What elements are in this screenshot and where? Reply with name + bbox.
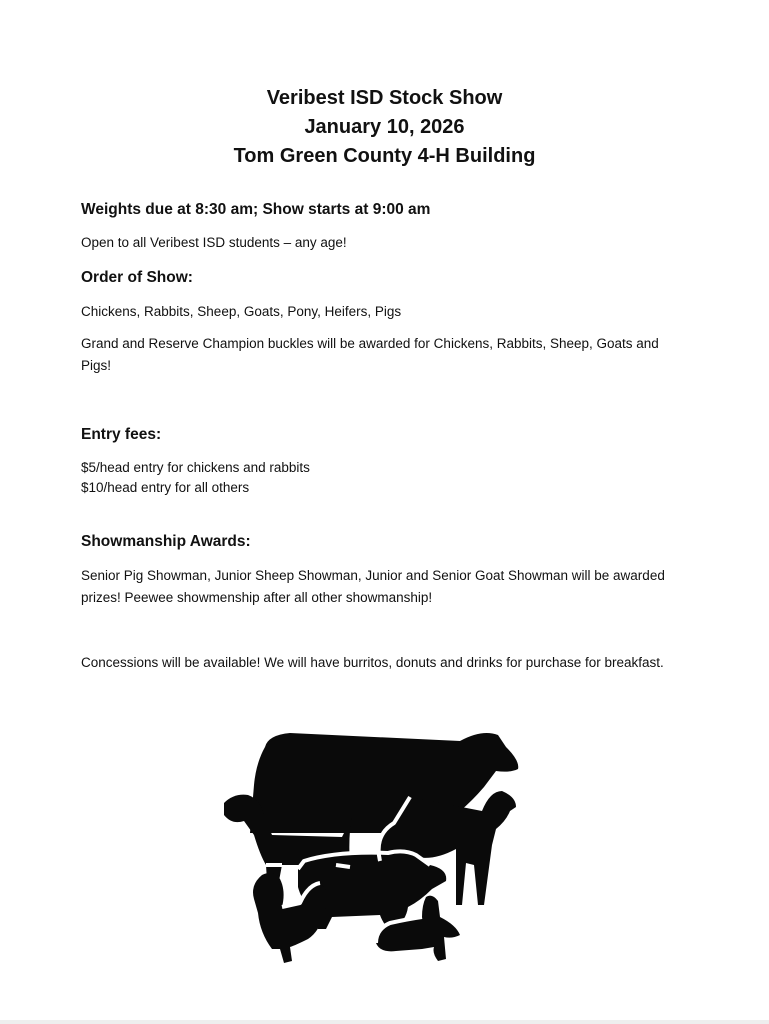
entry-fees-heading: Entry fees: — [81, 426, 162, 443]
entry-fee-other-animals: $10/head entry for all others — [81, 480, 250, 495]
page-bottom-edge — [0, 1020, 769, 1024]
event-location: Tom Green County 4-H Building — [233, 145, 536, 167]
entry-fees-list — [81, 458, 691, 498]
concessions-text: Concessions will be available! We will have burritos, donuts and drinks for purchase for breakfast. — [81, 655, 664, 670]
order-of-show-heading: Order of Show: — [81, 269, 193, 286]
entry-fee-small-animals: $5/head entry for chickens and rabbits — [81, 460, 310, 475]
champion-awards-text: Grand and Reserve Champion buckles will be awarded for Chickens, Rabbits, Sheep, Goats and Pigs! — [81, 336, 659, 373]
livestock-silhouettes-image — [220, 725, 525, 973]
eligibility-text: Open to all Veribest ISD students – any age! — [81, 235, 347, 250]
weights-schedule-heading: Weights due at 8:30 am; Show starts at 9:00 am — [81, 201, 431, 218]
showmanship-text: Senior Pig Showman, Junior Sheep Showman, Junior and Senior Goat Showman will be awarded prizes! Peewee showmenship after all other showmanship! — [81, 568, 665, 605]
event-date: January 10, 2026 — [304, 116, 465, 138]
event-title: Veribest ISD Stock Show — [266, 87, 503, 109]
flyer-header — [0, 84, 769, 171]
show-order-list: Chickens, Rabbits, Sheep, Goats, Pony, Heifers, Pigs — [81, 304, 402, 319]
showmanship-heading: Showmanship Awards: — [81, 533, 251, 550]
